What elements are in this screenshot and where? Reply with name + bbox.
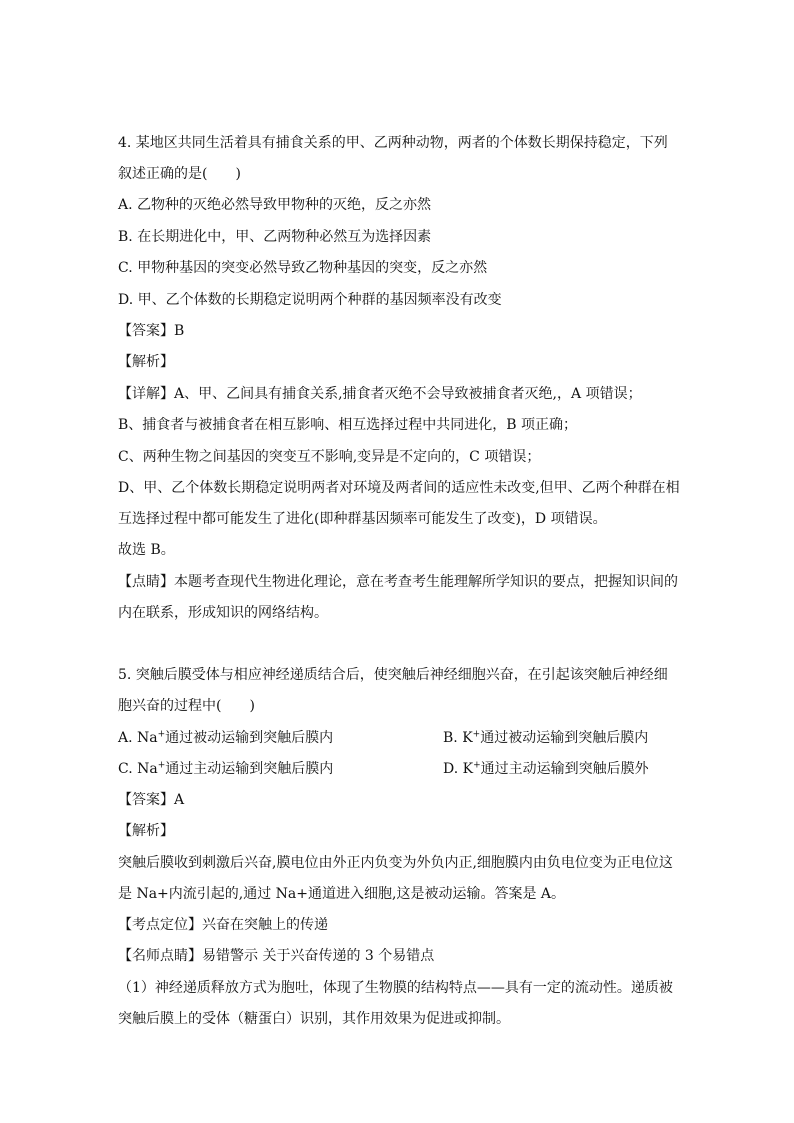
q4-stem-line1: 4. 某地区共同生活着具有捕食关系的甲、乙两种动物，两者的个体数长期保持稳定，下列 — [118, 135, 668, 151]
q5-kaodian: 【考点定位】兴奋在突触上的传递 — [118, 917, 328, 933]
q5-point1-line1: （1）神经递质释放方式为胞吐，体现了生物膜的结构特点——具有一定的流动性。递质被 — [118, 980, 673, 996]
q5-stem-line1: 5. 突触后膜受体与相应神经递质结合后，使突触后神经细胞兴奋，在引起该突触后神经细 — [118, 667, 668, 683]
q4-analysis-header: 【解析】 — [118, 354, 174, 370]
q4-detail-5: 互选择过程中都可能发生了进化(即种群基因频率可能发生了改变)，D 项错误。 — [118, 511, 607, 527]
q5-mingshi: 【名师点睛】易错警示 关于兴奋传递的 3 个易错点 — [118, 948, 435, 964]
q5-option-a: A. Na+通过被动运输到突触后膜内 — [118, 729, 334, 746]
q4-stem-line2: 叙述正确的是( ) — [118, 166, 241, 182]
q5-stem-line2: 胞兴奋的过程中( ) — [118, 698, 255, 714]
q5-option-d: D. K+通过主动运输到突触后膜外 — [443, 760, 649, 777]
q4-detail-4: D、甲、乙个体数长期稳定说明两者对环境及两者间的适应性未改变,但甲、乙两个种群在相 — [118, 480, 680, 496]
q4-detail-3: C、两种生物之间基因的突变互不影响,变异是不定向的，C 项错误； — [118, 449, 541, 465]
q4-answer: 【答案】B — [118, 323, 185, 339]
q4-detail-2: B、捕食者与被捕食者在相互影响、相互选择过程中共同进化，B 项正确； — [118, 417, 578, 433]
q5-option-c: C. Na+通过主动运输到突触后膜内 — [118, 760, 334, 777]
q5-option-b: B. K+通过被动运输到突触后膜内 — [443, 729, 649, 746]
q5-analysis-line2: 是 Na+内流引起的,通过 Na+通道进入细胞,这是被动运输。答案是 A。 — [118, 886, 566, 902]
q4-comment-line1: 【点睛】本题考查现代生物进化理论，意在考查考生能理解所学知识的要点，把握知识间的 — [118, 574, 678, 590]
q5-answer: 【答案】A — [118, 792, 185, 808]
q4-comment-line2: 内在联系，形成知识的网络结构。 — [118, 605, 328, 621]
q4-detail-6: 故选 B。 — [118, 542, 175, 558]
q4-option-b: B. 在长期进化中，甲、乙两物种必然互为选择因素 — [118, 229, 432, 245]
q4-detail-1: 【详解】A、甲、乙间具有捕食关系,捕食者灭绝不会导致被捕食者灭绝,，A 项错误； — [118, 386, 642, 402]
q4-option-c: C. 甲物种基因的突变必然导致乙物种基因的突变，反之亦然 — [118, 260, 488, 276]
q5-analysis-line1: 突触后膜收到刺激后兴奋,膜电位由外正内负变为外负内正,细胞膜内由负电位变为正电位这 — [118, 855, 673, 871]
q4-option-a: A. 乙物种的灭绝必然导致甲物种的灭绝，反之亦然 — [118, 197, 432, 213]
q5-analysis-header: 【解析】 — [118, 823, 174, 839]
q4-option-d: D. 甲、乙个体数的长期稳定说明两个种群的基因频率没有改变 — [118, 292, 502, 308]
q5-point1-line2: 突触后膜上的受体（糖蛋白）识别，其作用效果为促进或抑制。 — [118, 1011, 510, 1027]
